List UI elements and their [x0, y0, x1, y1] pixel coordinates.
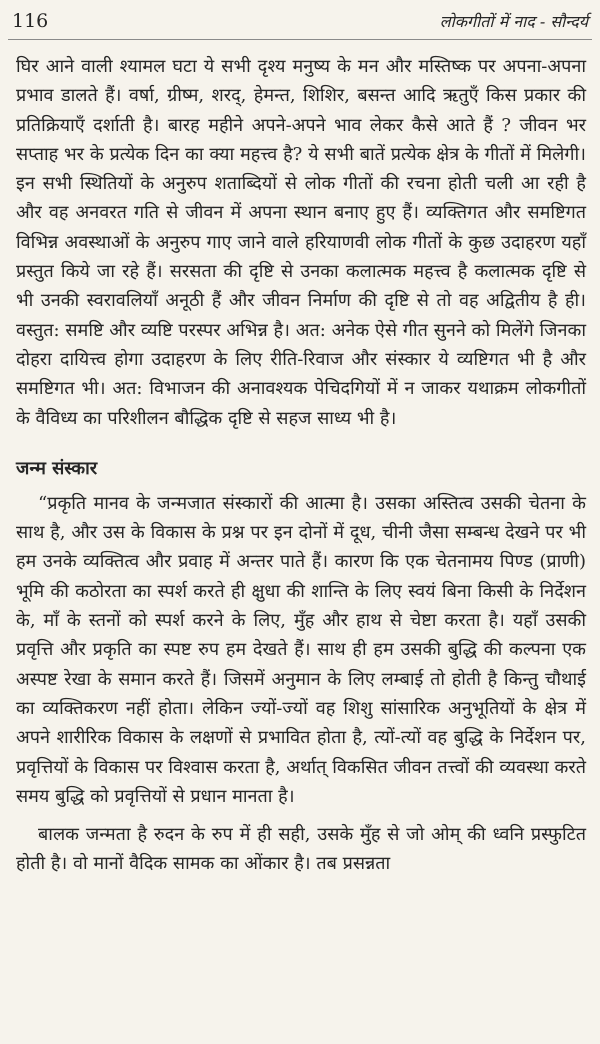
- page-header: [0, 0, 600, 36]
- section-heading: जन्म संस्कार: [16, 457, 98, 479]
- page-body: [16, 52, 586, 879]
- running-title: लोकगीतों में नाद - सौन्दर्य: [439, 12, 588, 31]
- quote-paragraph: “प्रकृति मानव के जन्मजात संस्कारों की आत्मा है। उसका अस्तित्व उसकी चेतना के साथ है, और उस के विकास के प्रश्न पर इन दोनों में दूध, चीनी जैसा सम्बन्ध देखने पर भी हम उनके व्यक्तित्व और प्रवाह में अन्तर पाते हैं। कारण कि एक चेतनामय पिण्ड (प्राणी) भूमि की कठोरता का स्पर्श करते ही क्षुधा की शान्ति के लिए स्वयं बिना किसी के निर्देशन के, माँ के स्तनों को स्पर्श करने के लिए, मुँह और हाथ से चेष्टा करता है। यहाँ उसकी प्रवृत्ति और प्रकृति का स्पष्ट रुप हम देखते हैं। साथ ही हम उसकी बुद्धि की कल्पना एक अस्पष्ट रेखा के समान करते हैं। जिसमें अनुमान के लिए लम्बाई तो होती है किन्तु चौथाई का व्यक्तिकरण नहीं होता। लेकिन ज्यों-ज्यों वह शिशु सांसारिक अनुभूतियों के क्षेत्र में अपने शारीरिक विकास के लक्षणों से प्रभावित होता है, त्यों-त्यों वह बुद्धि के निर्देशन पर, प्रवृत्तियों के विकास पर विश्वास करता है, अर्थात् विकसित जीवन तत्त्वों की व्यवस्था करते समय बुद्धि को प्रवृत्तियों से प्रधान मानता है।: [16, 492, 586, 807]
- header-divider: [8, 39, 592, 40]
- page-number: 116: [12, 10, 49, 32]
- closing-paragraph: बालक जन्मता है रुदन के रुप में ही सही, उसके मुँह से जो ओम् की ध्वनि प्रस्फुटित होती है। वो मानों वैदिक सामक का ओंकार है। तब प्रसन्नता: [16, 824, 586, 875]
- intro-paragraph: घिर आने वाली श्यामल घटा ये सभी दृश्य मनुष्य के मन और मस्तिष्क पर अपना-अपना प्रभाव डालते हैं। वर्षा, ग्रीष्म, शरद्, हेमन्त, शिशिर, बसन्त आदि ऋतुएँ किस प्रकार की प्रतिक्रियाएँ दर्शाती है। बारह महीने अपने-अपने भाव लेकर कैसे आते हैं ? जीवन भर सप्ताह भर के प्रत्येक दिन का क्या महत्त्व है? ये सभी बातें प्रत्येक क्षेत्र के गीतों में मिलेगी। इन सभी स्थितियों के अनुरुप शताब्दियों से लोक गीतों की रचना होती चली आ रही है और वह अनवरत गति से जीवन में अपना स्थान बनाए हुए हैं। व्यक्तिगत और समष्टिगत विभिन्न अवस्थाओं के अनुरुप गाए जाने वाले हरियाणवी लोक गीतों के कुछ उदाहरण यहाँ प्रस्तुत किये जा रहे हैं। सरसता की दृष्टि से उनका कलात्मक महत्त्व है कलात्मक दृष्टि से भी उनकी स्वरावलियाँ अनूठी हैं और जीवन निर्माण की दृष्टि से तो वह अद्वितीय है ही। वस्तुत: समष्टि और व्यष्टि परस्पर अभिन्न है। अत: अनेक ऐसे गीत सुनने को मिलेंगे जिनका दोहरा दायित्त्व होगा उदाहरण के लिए रीति-रिवाज और संस्कार ये व्यष्टिगत भी है और समष्टिगत भी। अत: विभाजन की अनावश्यक पेचिदगियों में न जाकर यथाक्रम लोकगीतों के वैविध्य का परिशीलन बौद्धिक दृष्टि से सहज साध्य भी है।: [16, 56, 586, 429]
- paragraph-gap: [16, 811, 586, 820]
